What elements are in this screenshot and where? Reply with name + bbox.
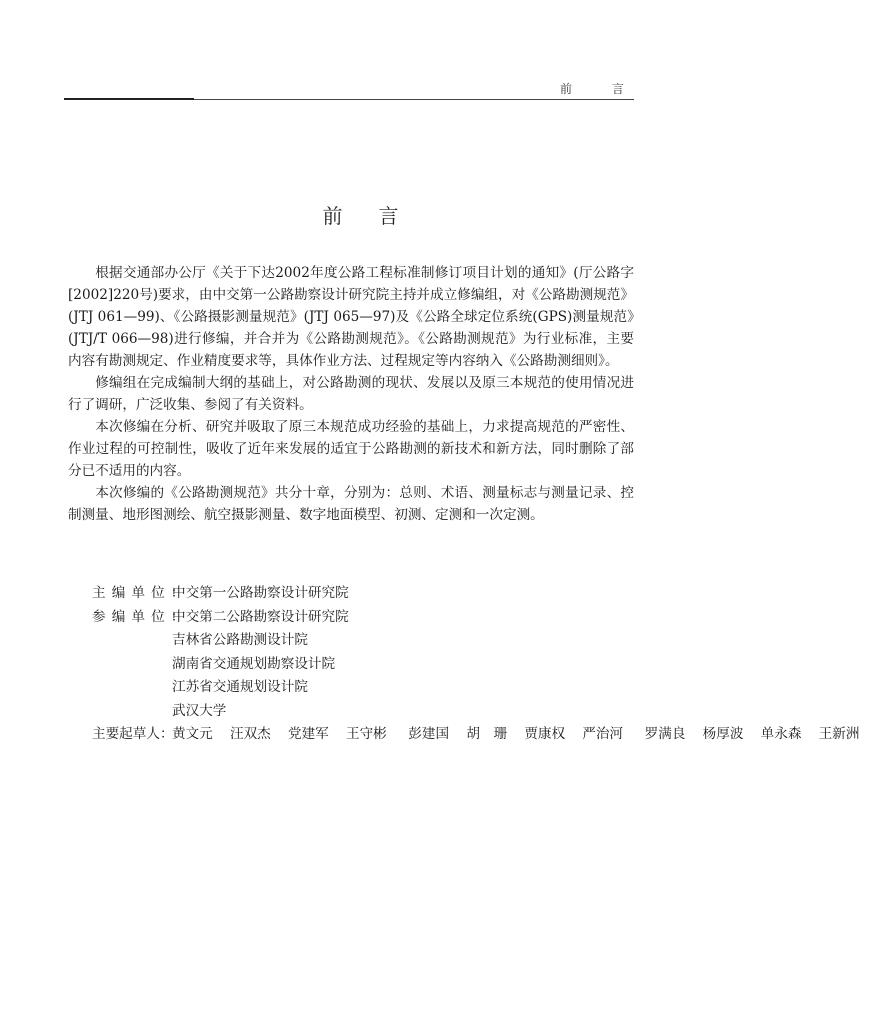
paragraph: 修编组在完成编制大纲的基础上，对公路勘测的现状、发展以及原三本规范的使用情况进行了调研，广泛收集、参阅了有关资料。 <box>68 375 634 413</box>
drafters-row <box>92 723 877 747</box>
drafter-name: 彭建国 <box>408 726 450 742</box>
drafter-name: 贾康权 <box>524 726 566 742</box>
drafters-label: 主要起草人： <box>92 726 174 742</box>
drafter-line <box>172 723 404 747</box>
header-rule-accent <box>64 98 194 100</box>
credits-block <box>92 582 877 747</box>
participating-unit: 湖南省交通规划勘察设计院 <box>172 655 336 672</box>
drafter-line <box>645 723 877 747</box>
paragraph: 本次修编的《公路勘测规范》共分十章，分别为：总则、术语、测量标志与测量记录、控制测量、地形图测绘、航空摄影测量、数字地面模型、初测、定测和一次定测。 <box>68 485 634 523</box>
body-text <box>68 262 634 526</box>
chief-unit-label: 主编单位： <box>92 585 191 601</box>
chief-unit: 中交第一公路勘察设计研究院 <box>172 585 349 601</box>
drafter-name: 单永森 <box>760 726 802 742</box>
participating-unit: 中交第二公路勘察设计研究院 <box>172 608 349 625</box>
paragraph: 根据交通部办公厅《关于下达2002年度公路工程标准制修订项目计划的通知》(厅公路字[2002]220号)要求，由中交第一公路勘察设计研究院主持并成立修编组，对《公路勘测规范》(JTJ 061—99)、《公路摄影测量规范》(JTJ 065—97)及《公路全球定位系统(GPS)测量规范》(JTJ/T 066—98)进行修编，并合并为《公路勘测规范》。《公路勘测规范》为行业标准，主要内容有勘测规定、作业精度要求等，具体作业方法、过程规定等内容纳入《公路勘测细则》。 <box>68 265 634 369</box>
drafter-name: 王新洲 <box>818 726 860 742</box>
drafter-name: 罗满良 <box>644 726 686 742</box>
drafter-name: 胡 珊 <box>466 726 508 742</box>
participating-unit: 江苏省交通规划设计院 <box>172 679 308 695</box>
paragraph: 本次修编在分析、研究并吸取了原三本规范成功经验的基础上，力求提高规范的严密性、作业过程的可控制性，吸收了近年来发展的适宜于公路勘测的新技术和新方法，同时删除了部分已不适用的内容。 <box>68 419 634 479</box>
drafter-name: 汪双杰 <box>230 726 271 742</box>
participating-units-row <box>92 606 877 724</box>
participating-unit: 吉林省公路勘测设计院 <box>172 632 308 648</box>
participating-unit: 武汉大学 <box>172 702 227 719</box>
participating-units-label: 参编单位： <box>92 608 191 625</box>
chief-unit-row <box>92 582 877 606</box>
participating-units <box>172 606 349 724</box>
drafter-line <box>408 723 640 747</box>
running-header: 前 言 <box>560 82 642 96</box>
page-title: 前言 <box>322 204 435 228</box>
drafters-list <box>172 723 877 747</box>
drafter-name: 严治河 <box>582 726 624 742</box>
drafter-name: 王守彬 <box>346 726 387 742</box>
drafter-name: 杨厚波 <box>702 726 744 742</box>
drafter-name: 黄文元 <box>172 726 213 742</box>
drafter-name: 党建军 <box>288 726 329 742</box>
